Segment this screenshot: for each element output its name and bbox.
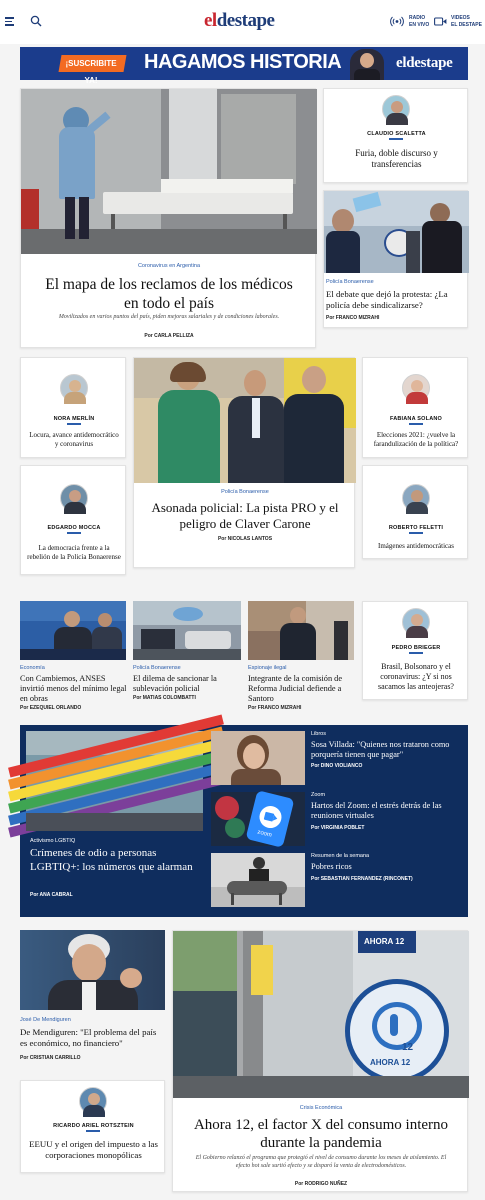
- sosa-photo[interactable]: [211, 731, 305, 785]
- mendiguren-byline[interactable]: Por CRISTIAN CARRILLO: [20, 1055, 81, 1061]
- article-card-protest[interactable]: [323, 190, 468, 328]
- opinion-card-feletti[interactable]: [362, 465, 468, 559]
- santoro-byline[interactable]: Por FRANCO MIZRAHI: [248, 705, 302, 711]
- banner-person-photo: [350, 49, 384, 80]
- headline-mocca[interactable]: La democracia frente a la rebelión de la Policía Bonaerense: [27, 544, 121, 561]
- avatar-mocca: [60, 484, 88, 512]
- ahora12-photo[interactable]: [173, 931, 469, 1098]
- asonada-photo[interactable]: [134, 358, 356, 483]
- mendiguren-headline[interactable]: De Mendiguren: "El problema del país es económico, no financiero": [20, 1027, 157, 1048]
- avatar-brieger: [402, 608, 430, 636]
- logo-destape: destape: [216, 10, 275, 31]
- lgbtiq-byline[interactable]: Por ANA CABRAL: [30, 892, 73, 898]
- asonada-category[interactable]: Policía Bonaerense: [221, 489, 269, 495]
- ahora12-sign-number: 12: [402, 1042, 414, 1053]
- banner-title: HAGAMOS HISTORIA: [144, 51, 342, 73]
- sosa-byline[interactable]: Por DINO VIOLIANCO: [311, 763, 363, 769]
- lead-photo[interactable]: [21, 89, 317, 254]
- protest-photo[interactable]: [324, 191, 469, 273]
- opinion-card-merlin[interactable]: [20, 357, 126, 458]
- dilema-photo[interactable]: [133, 601, 241, 660]
- ahora12-headline[interactable]: Ahora 12, el factor X del consumo interno durante la pandemia: [193, 1117, 449, 1151]
- article-card-santoro[interactable]: [248, 601, 354, 711]
- author-mocca[interactable]: EDGARDO MOCCA: [47, 525, 101, 531]
- videos-link[interactable]: [451, 15, 482, 29]
- avatar-scaletta: [382, 95, 410, 123]
- pobres-byline[interactable]: Por SEBASTIAN FERNANDEZ (RINCONET): [311, 876, 413, 882]
- author-merlin[interactable]: NORA MERLÍN: [53, 416, 95, 422]
- lead-subtitle: Movilizados en varios puntos del país, piden mejoras salariales y de condiciones laborales.: [58, 314, 280, 320]
- avatar-feletti: [402, 484, 430, 512]
- santoro-headline[interactable]: Integrante de la comisión de Reforma Judicial defiende a Santoro: [248, 674, 342, 703]
- sosa-headline[interactable]: Sosa Villada: "Quienes nos trataron como porquería tienen que pagar": [311, 740, 450, 759]
- opinion-card-solano[interactable]: [362, 357, 468, 458]
- author-rotsztein[interactable]: RICARDO ARIEL ROTSZTEIN: [53, 1123, 134, 1129]
- article-card-mendiguren[interactable]: [20, 930, 165, 1065]
- author-scaletta[interactable]: CLAUDIO SCALETTA: [367, 131, 426, 137]
- anses-byline[interactable]: Por EZEQUIEL ORLANDO: [20, 705, 82, 711]
- mendiguren-photo[interactable]: [20, 930, 165, 1010]
- zoom-label: zoom: [256, 829, 273, 839]
- banner-badge-label: ¡SUSCRIBITE YA!: [65, 59, 117, 85]
- protest-category[interactable]: Policía Bonaerense: [326, 279, 374, 285]
- sosa-category[interactable]: Libros: [311, 731, 326, 737]
- headline-solano[interactable]: Elecciones 2021: ¿vuelve la farandulización de la política?: [373, 431, 459, 448]
- anses-headline[interactable]: Con Cambiemos, ANSES invirtió menos del mínimo legal en obras: [20, 674, 127, 703]
- santoro-photo[interactable]: [248, 601, 354, 660]
- anses-category[interactable]: Economía: [20, 665, 45, 671]
- ahora12-byline[interactable]: Por RODRIGO NUÑEZ: [294, 1181, 348, 1187]
- article-card-anses[interactable]: [20, 601, 127, 711]
- lead-category[interactable]: Coronavirus en Argentina: [137, 263, 201, 269]
- lead-article-card[interactable]: [20, 88, 316, 348]
- zoom-headline[interactable]: Hartos del Zoom: el estrés detrás de las reuniones virtuales: [311, 801, 442, 820]
- dilema-headline[interactable]: El dilema de sancionar la sublevación policial: [133, 674, 217, 693]
- banner-logo-destape: destape: [406, 55, 453, 71]
- asonada-byline[interactable]: Por NICOLAS LANTOS: [217, 536, 273, 542]
- author-brieger[interactable]: PEDRO BRIEGER: [391, 645, 441, 651]
- anses-photo[interactable]: [20, 601, 126, 660]
- featured-section: [20, 725, 468, 917]
- ahora12-category[interactable]: Crisis Económica: [299, 1105, 343, 1111]
- article-card-dilema[interactable]: [133, 601, 241, 701]
- dilema-byline[interactable]: Por MATIAS COLOMBATTI: [133, 695, 196, 701]
- avatar-merlin: [60, 374, 88, 402]
- ahora12-sign-top: AHORA 12: [364, 937, 405, 946]
- opinion-card-scaletta[interactable]: [323, 88, 468, 183]
- videos-line2: EL DESTAPE: [451, 22, 482, 28]
- avatar-solano: [402, 374, 430, 402]
- ahora12-sign-bottom: AHORA 12: [370, 1058, 411, 1067]
- videos-line1: VIDEOS: [451, 15, 470, 21]
- author-feletti[interactable]: ROBERTO FELETTI: [388, 525, 444, 531]
- pobres-headline[interactable]: Pobres ricos: [311, 862, 352, 871]
- zoom-byline[interactable]: Por VIRGINIA POBLET: [311, 825, 365, 831]
- opinion-card-mocca[interactable]: [20, 465, 126, 575]
- banner-badge[interactable]: [59, 55, 127, 85]
- author-solano[interactable]: FABIANA SOLANO: [389, 416, 443, 422]
- headline-brieger[interactable]: Brasil, Bolsonaro y el coronavirus: ¿Y si nos sacamos las anteojeras?: [378, 662, 454, 691]
- headline-feletti[interactable]: Imágenes antidemocráticas: [378, 542, 454, 550]
- radio-link[interactable]: [409, 15, 429, 29]
- pobres-category[interactable]: Resumen de la semana: [311, 853, 370, 859]
- video-camera-icon[interactable]: [434, 17, 447, 26]
- radio-line2: EN VIVO: [409, 22, 430, 28]
- radio-line1: RADIO: [409, 15, 426, 21]
- radio-icon[interactable]: [391, 16, 403, 27]
- lead-byline[interactable]: Por CARLA PELLIZA: [144, 333, 194, 339]
- search-icon[interactable]: [30, 15, 42, 27]
- lgbtiq-headline[interactable]: Crímenes de odio a personas LGBTIQ+: los números que alarman: [30, 847, 193, 873]
- site-logo[interactable]: [204, 10, 284, 32]
- protest-byline[interactable]: Por FRANCO MIZRAHI: [326, 315, 380, 321]
- avatar-rotsztein: [79, 1087, 107, 1115]
- ahora12-subtitle: El Gobierno relanzó el programa que protegió el nivel de consumo durante los meses de aislamiento. El efecto hot sale surtió efecto y se disparó la venta de electrodomésticos.: [195, 1155, 447, 1169]
- protest-headline[interactable]: El debate que dejó la protesta: ¿La policía debe sindicalizarse?: [326, 289, 448, 310]
- banner-logo-el: el: [396, 55, 407, 71]
- lead-headline[interactable]: El mapa de los reclamos de los médicos en todo el país: [45, 276, 293, 312]
- site-header: [0, 0, 485, 44]
- opinion-card-rotsztein[interactable]: [20, 1080, 165, 1173]
- opinion-card-brieger[interactable]: [362, 601, 468, 700]
- headline-scaletta[interactable]: Furia, doble discurso y transferencias: [355, 148, 438, 169]
- asonada-headline[interactable]: Asonada policial: La pista PRO y el peligro de Claver Carone: [151, 500, 339, 531]
- lgbtiq-photo[interactable]: [26, 731, 203, 831]
- santoro-category[interactable]: Espionaje ilegal: [248, 665, 287, 671]
- dilema-category[interactable]: Policía Bonaerense: [133, 665, 181, 671]
- headline-rotsztein[interactable]: EEUU y el origen del impuesto a las corporaciones monopólicas: [29, 1139, 158, 1160]
- article-card-ahora12[interactable]: [172, 930, 468, 1192]
- hamburger-menu-icon[interactable]: [5, 17, 15, 26]
- headline-merlin[interactable]: Locura, avance antidemocrático y coronavirus: [29, 431, 119, 448]
- zoom-category[interactable]: Zoom: [311, 792, 326, 798]
- mendiguren-category[interactable]: José De Mendiguren: [20, 1017, 71, 1023]
- logo-el: el: [204, 10, 217, 31]
- article-card-asonada[interactable]: [133, 357, 355, 568]
- banner-logo: [396, 55, 452, 72]
- lgbtiq-category[interactable]: Activismo LGBTIQ: [30, 838, 76, 844]
- pobres-photo[interactable]: [211, 853, 305, 907]
- zoom-photo[interactable]: [211, 792, 305, 846]
- subscribe-banner[interactable]: [20, 47, 468, 85]
